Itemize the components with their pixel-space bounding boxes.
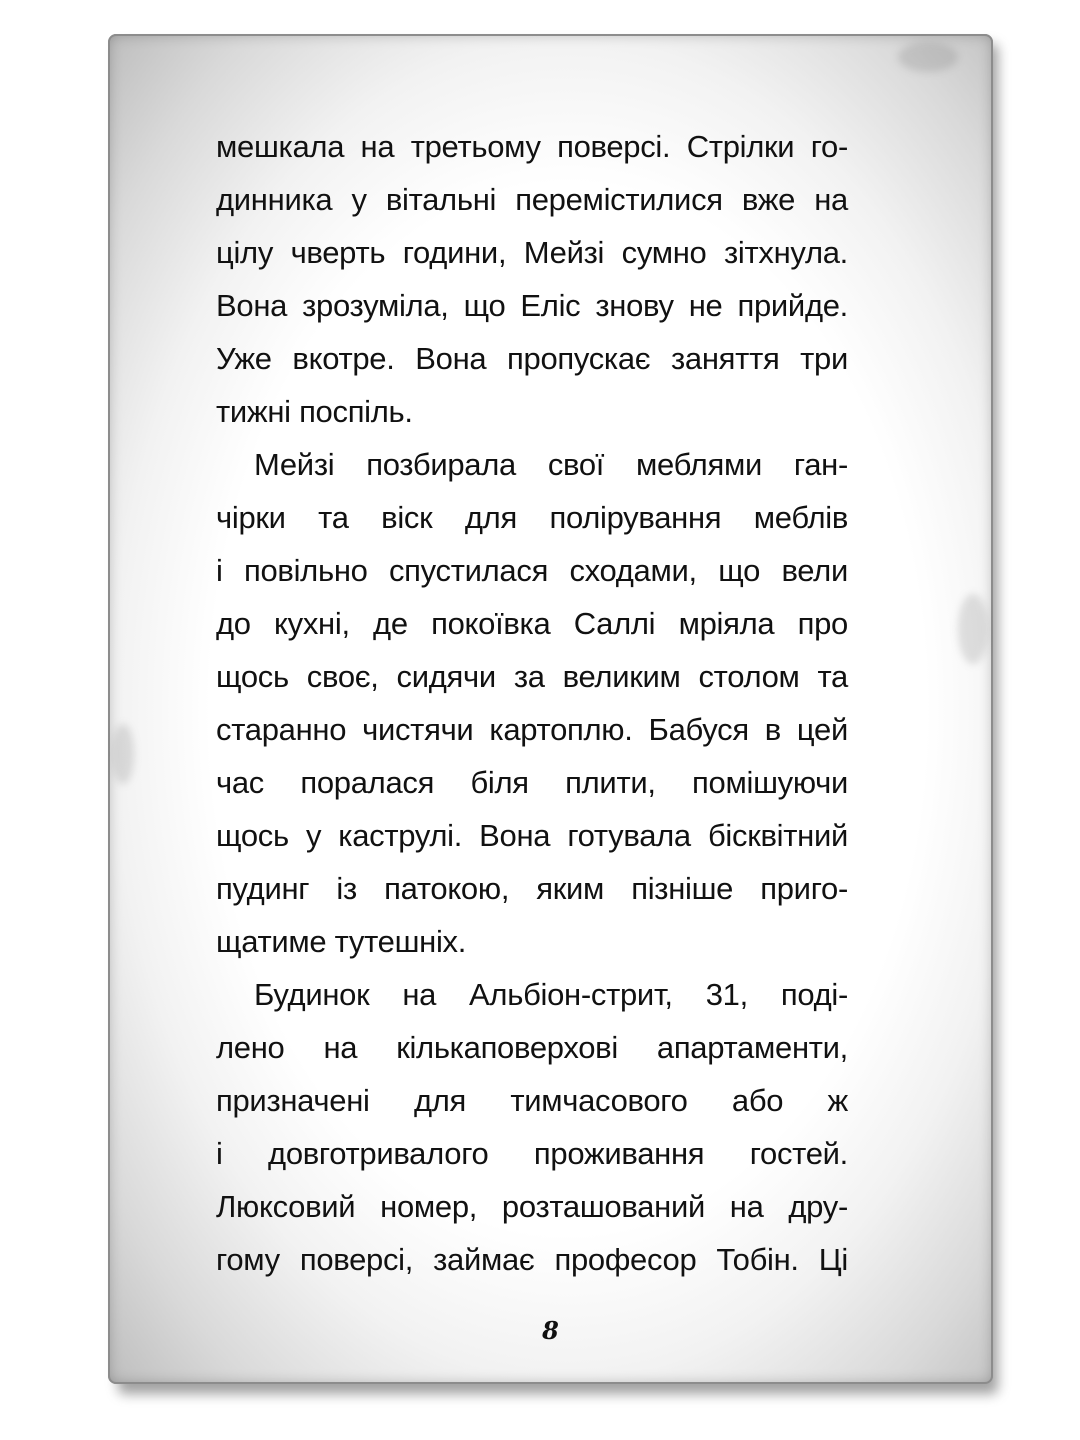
text-line: щось своє, сидячи за великим столом та (216, 659, 848, 694)
page-number: 8 (542, 1316, 559, 1345)
text-line: Уже вкотре. Вона пропускає заняття три (216, 341, 848, 376)
text-line: чірки та віск для полірування меблів (216, 500, 848, 535)
paragraph (216, 438, 848, 968)
text-line: старанно чистячи картоплю. Бабуся в цей (216, 712, 848, 747)
text-line: призначені для тимчасового або ж (216, 1083, 848, 1118)
text-line: і повільно спустилася сходами, що вели (216, 553, 848, 588)
paragraph (216, 968, 848, 1286)
text-line: Будинок на Альбіон-стрит, 31, поді- (254, 977, 848, 1012)
text-line: щось у каструлі. Вона готувала бісквітний (216, 818, 848, 853)
book-page (108, 34, 993, 1384)
paper-stain (958, 594, 988, 664)
text-line: гому поверсі, займає професор Тобін. Ці (216, 1242, 848, 1277)
text-line: і довготривалого проживання гостей. (216, 1136, 848, 1171)
text-line: лено на кількаповерхові апартаменти, (216, 1030, 848, 1065)
text-line: Люксовий номер, розташований на дру- (216, 1189, 848, 1224)
text-line: цілу чверть години, Мейзі сумно зітхнула. (216, 235, 848, 270)
text-line: динника у вітальні перемістилися вже на (216, 182, 848, 217)
text-line: до кухні, де покоївка Саллі мріяла про (216, 606, 848, 641)
text-line: Мейзі позбирала свої меблями ган- (254, 447, 848, 482)
text-line: тижні поспіль. (216, 394, 413, 429)
text-line: мешкала на третьому поверсі. Стрілки го- (216, 129, 848, 164)
text-line: пудинг із патокою, яким пізніше приго- (216, 871, 848, 906)
paragraph (216, 120, 848, 438)
text-line: Вона зрозуміла, що Еліс знову не прийде. (216, 288, 848, 323)
paper-stain (898, 42, 958, 72)
text-line: щатиме тутешніх. (216, 924, 467, 959)
body-text (216, 120, 848, 1286)
text-line: час поралася біля плити, помішуючи (216, 765, 848, 800)
paper-stain (112, 724, 134, 784)
